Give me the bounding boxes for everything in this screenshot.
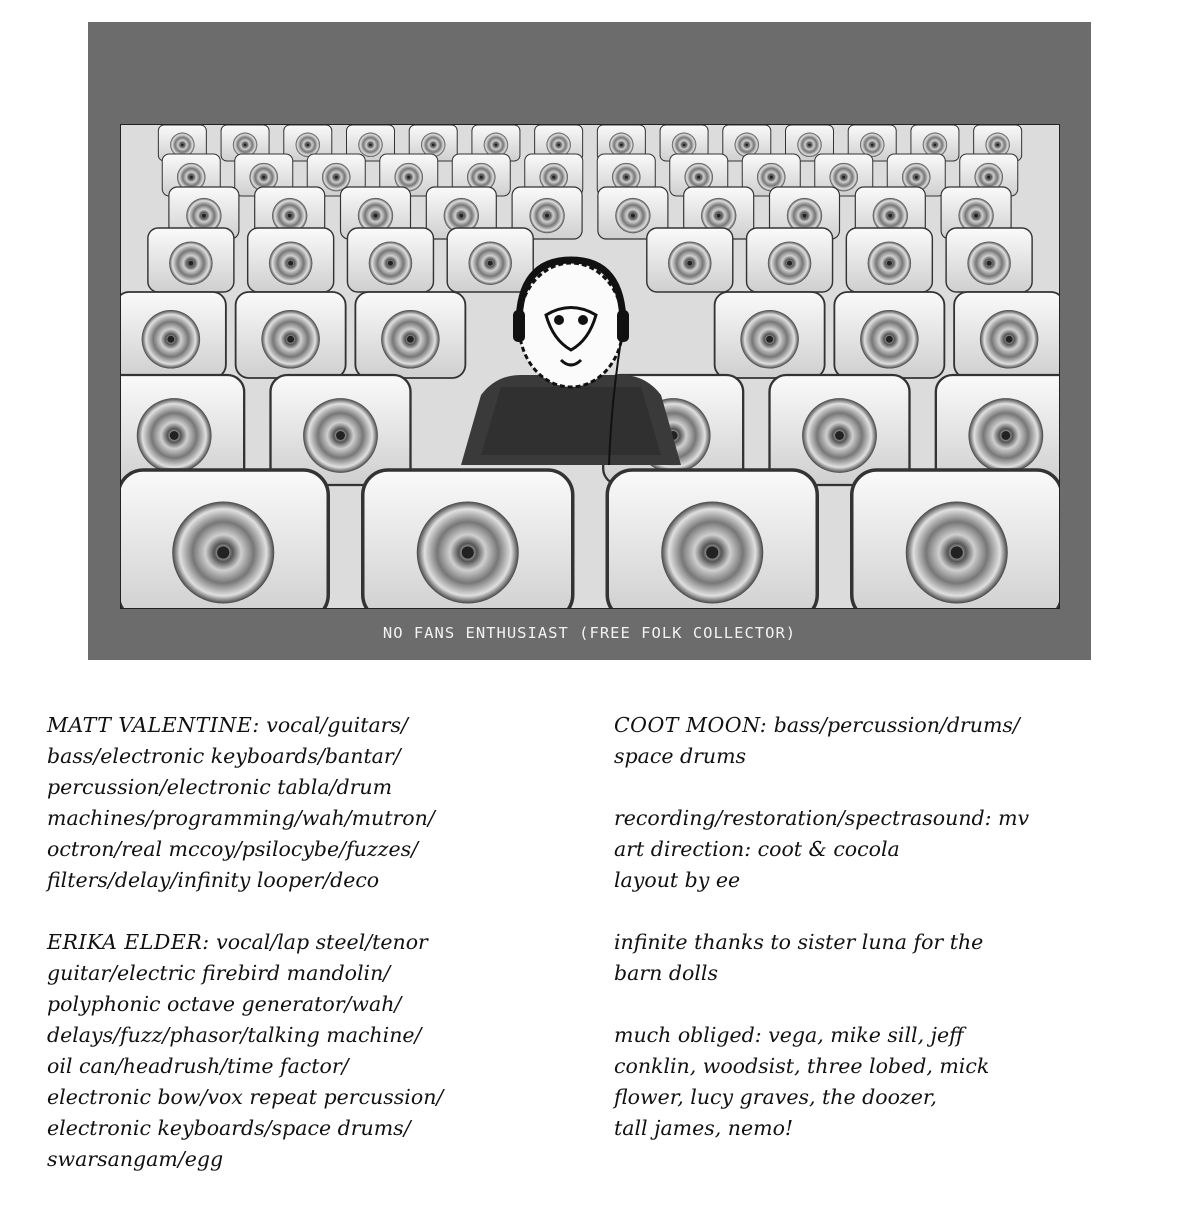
obliged-note: [614, 1020, 1154, 1144]
seat-with-record-icon: [236, 292, 346, 378]
credit-line: art direction: coot & cocola: [614, 837, 900, 861]
cover-photo: [120, 124, 1060, 609]
credit-line: oil can/headrush/time factor/: [47, 1054, 349, 1078]
credit-line: barn dolls: [614, 961, 718, 985]
seat-with-record-icon: [121, 470, 328, 608]
credit-line: electronic bow/vox repeat percussion/: [47, 1085, 444, 1109]
credit-line: conklin, woodsist, three lobed, mick: [614, 1054, 990, 1078]
seat-with-record-icon: [954, 292, 1059, 378]
credits-right-column: [614, 710, 1154, 1175]
seat-with-record-icon: [363, 470, 573, 608]
seat-with-record-icon: [607, 470, 817, 608]
cover-caption: NO FANS ENTHUSIAST (FREE FOLK COLLECTOR): [382, 624, 797, 642]
credit-matt-valentine: [47, 710, 567, 896]
credit-line: layout by ee: [614, 868, 741, 892]
credit-line: vocal/lap steel/tenor: [209, 930, 428, 954]
credit-line: recording/restoration/spectrasound: mv: [614, 806, 1030, 830]
seat-with-record-icon: [834, 292, 944, 378]
credits-left-column: [47, 710, 567, 1206]
seat-with-record-icon: [355, 292, 465, 378]
credit-line: delays/fuzz/phasor/talking machine/: [47, 1023, 422, 1047]
credit-line: filters/delay/infinity looper/deco: [47, 868, 380, 892]
credit-line: bass/percussion/drums/: [767, 713, 1020, 737]
seat-with-record-icon: [447, 228, 533, 292]
seat-with-record-icon: [715, 292, 825, 378]
credit-line: vocal/guitars/: [259, 713, 408, 737]
credit-line: much obliged: vega, mike sill, jeff: [614, 1023, 964, 1047]
credit-line: space drums: [614, 744, 747, 768]
seat-with-record-icon: [647, 228, 733, 292]
seat-with-record-icon: [852, 470, 1059, 608]
thanks-note: [614, 927, 1154, 989]
credit-line: infinite thanks to sister luna for the: [614, 930, 984, 954]
credit-line: guitar/electric firebird mandolin/: [47, 961, 391, 985]
credit-line: swarsangam/egg: [47, 1147, 224, 1171]
credit-line: octron/real mccoy/psilocybe/fuzzes/: [47, 837, 419, 861]
seat-with-record-icon: [946, 228, 1032, 292]
seat-with-record-icon: [248, 228, 334, 292]
musician-name: COOT MOON:: [614, 713, 768, 737]
credit-line: percussion/electronic tabla/drum: [47, 775, 393, 799]
seat-with-record-icon: [148, 228, 234, 292]
seat-with-record-icon: [121, 292, 226, 378]
credit-coot-moon: [614, 710, 1154, 772]
credit-line: machines/programming/wah/mutron/: [47, 806, 435, 830]
musician-name: MATT VALENTINE:: [47, 713, 260, 737]
credit-line: bass/electronic keyboards/bantar/: [47, 744, 401, 768]
theater-seats-icon: [121, 125, 1059, 608]
seat-with-record-icon: [747, 228, 833, 292]
musician-name: ERIKA ELDER:: [47, 930, 210, 954]
credit-line: electronic keyboards/space drums/: [47, 1116, 411, 1140]
credit-line: flower, lucy graves, the doozer,: [614, 1085, 937, 1109]
credit-erika-elder: [47, 927, 567, 1175]
seat-with-record-icon: [347, 228, 433, 292]
production-credits: [614, 803, 1154, 896]
seat-with-record-icon: [846, 228, 932, 292]
credit-line: polyphonic octave generator/wah/: [47, 992, 402, 1016]
credit-line: tall james, nemo!: [614, 1116, 794, 1140]
